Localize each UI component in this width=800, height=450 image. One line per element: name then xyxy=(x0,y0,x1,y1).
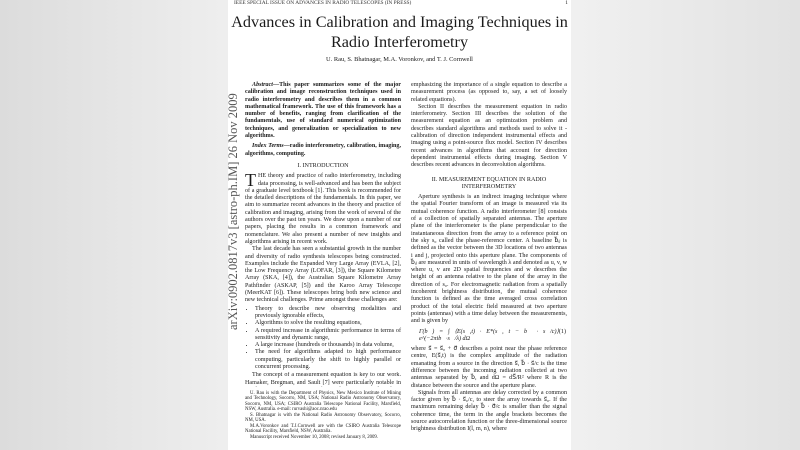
intro-p1-text: HE theory and practice of radio interferometry, including data processing, is well-advanced and has been the subject of a graduate level textbook [1]. This book is recommended for the detailed descriptions of the fundamentals. In this paper, we aim to summarize recent advances in the theory and practice of calibration and imaging, arising from the work of several of the authors over the past ten years. We draw upon a number of our papers, placing the results in a common framework and nomenclature. We also present a number of new insights and algorithms arising in recent work. xyxy=(245,173,401,245)
equation-number: (1) xyxy=(558,328,566,335)
footnote: S. Bhatnagar is with the National Radio Astronomy Observatory, Socorro, NM, USA. xyxy=(245,412,401,424)
equation-body: Γ(b⃗) = ∫ ⟨E(s⃗,t) · E*(s⃗, t − b⃗ · s⃗/c)⟩ e^(−2πib⃗·s⃗/λ) dΩ xyxy=(419,328,559,342)
section-heading-measurement-equation: II. MEASUREMENT EQUATION IN RADIO INTERFEROMETRY xyxy=(431,176,547,190)
me-paragraph-1: Aperture synthesis is an indirect imaging technique where the spatial Fourier transform of an image is measured via its mutual coherence function. A radio interferometer [8] consists of a collection of spatially separated antennas. The aperture plane of the interferometer is the plane perpendicular to the instantaneous direction from the array to a reference point on the sky s₀ called the phase-reference center. A baseline b⃗ᵢⱼ is defined as the vector between the 3D locations of two antennas i and j, projected onto this aperture plane. The components of b⃗ᵢⱼ are measured in units of wavelength λ and denoted as u, v, w where u, v are 2D spatial frequencies and w describes the height of an antenna relative to the plane of the array in the direction of s₀. For electromagnetic radiation from a spatially incoherent brightness distribution, the mutual coherence function is defined as the time averaged cross correlation product of the total electric field measured at two aperture points (antennas) with a time delay between the measurements, and is given by xyxy=(411,194,567,325)
intro-paragraph-3: The concept of a measurement equation is key to our work. Hamaker, Bregman, and Sault [7] were particularly notable in xyxy=(245,372,401,386)
footnotes xyxy=(245,391,401,441)
paper-authors: U. Rau, S. Bhatnagar, M.A. Voronkov, and T. J. Cornwell xyxy=(326,56,473,63)
list-item: • A required increase in algorithmic performance in terms of sensitivity and dynamic range, xyxy=(255,328,401,343)
footnote: U. Rau is with the Department of Physics, New Mexico Institute of Mining and Technology, Socorro, NM, USA; National Radio Astronomy Observatory, Socorro, NM, USA; CSIRO Australia Telescope National Facility, Marsfield, NSW, Australia. e-mail: rurvashi@aoc.nrao.edu xyxy=(245,390,401,413)
intro-paragraph-1 xyxy=(245,170,401,246)
paper-title: Advances in Calibration and Imaging Techniques in Radio Interferometry xyxy=(231,13,568,51)
me-paragraph-3: Signals from all antennas are delay corrected by a common factor given by b⃗ · s⃗₀/c, to steer the array towards s⃗₀. If the maximum remaining delay b⃗ · σ⃗/c is smaller than the signal coherence time, the term in the angle brackets becomes the source autocorrelation function or the three-dimensional source brightness distribution I(l, m, n), where xyxy=(411,389,567,433)
list-item: • Theory to describe new observing modalities and previously ignorable effects, xyxy=(255,306,401,321)
me-paragraph-2: where s⃗ = s⃗₀ + σ⃗ describes a point near the phase reference centre, E(s⃗,t) is the complex amplitude of the radiation emanating from a source in the direction s⃗, b⃗ · s⃗/c is the time difference between the incoming radiation collected at two antennas separated by b⃗, and dΩ = dS⃗/R² where R is the distance between the source and the aperture plane. xyxy=(411,346,567,389)
arxiv-stamp[interactable]: arXiv:0902.0817v3 [astro-ph.IM] 26 Nov 2009 xyxy=(226,93,240,330)
list-item: • The need for algorithms adapted to high performance computing, particularly the shift to highly parallel or concurrent processing. xyxy=(255,349,401,371)
index-terms-label: Index Terms xyxy=(252,143,284,150)
index-terms xyxy=(245,143,401,158)
left-column xyxy=(245,82,401,440)
intro-paragraph-3-continued: emphasizing the importance of a single equation to describe a measurement process (as opposed to, say, a set of loosely related equations). xyxy=(411,82,567,103)
running-head: IEEE SPECIAL ISSUE ON ADVANCES IN RADIO TELESCOPES (IN PRESS) xyxy=(234,0,412,6)
paper-page xyxy=(228,0,571,450)
equation-1 xyxy=(419,329,567,344)
abstract-text: —This paper summarizes some of the major calibration and image reconstruction techniques used in radio interferometry and describes them in a common mathematical framework. The use of this framework has a number of benefits, ranging from clarification of the fundamentals, use of standard numerical optimization techniques, and generalization or specialization to new algorithms. xyxy=(245,82,401,140)
list-item: • A large increase (hundreds or thousands) in data volume, xyxy=(255,342,401,349)
right-column xyxy=(411,82,567,434)
footnote: M.A.Voronkov and T.J.Cornwell are with the CSIRO Australia Telescope National Facility, Marsfield, NSW, Australia. xyxy=(245,423,401,435)
intro-paragraph-4: Section II describes the measurement equation in radio interferometry. Section III describes the solution of the measurement equation as an optimization problem and describes standard algorithms and methods used to solve it - calibration of direction independent instrumental effects and imaging using a point-source flux model. Section IV describes recent advances in algorithms that account for direction dependent instrumental effects during imaging. Section V describes recent advances in deconvolution algorithms. xyxy=(411,103,567,169)
abstract xyxy=(245,82,401,140)
section-heading-introduction: I. INTRODUCTION xyxy=(297,162,349,169)
drop-cap: T xyxy=(245,170,256,191)
challenges-list xyxy=(245,306,401,372)
index-terms-text: —radio interferometry, calibration, imaging, algorithms, computing. xyxy=(245,143,401,157)
list-item: • Algorithms to solve the resulting equations, xyxy=(255,320,401,327)
footnote: Manuscript received November 10, 2008; revised January 8, 2009. xyxy=(250,434,379,440)
intro-paragraph-2: The last decade has seen a substantial growth in the number and diversity of radio synthesis telescopes being constructed. Examples include the Expanded Very Large Array (EVLA, [2], the Low Frequency Array (LOFAR, [3]), the Square Kilometre Array (SKA, [4]), the Australian Square Kilometre Array Pathfinder (ASKAP, [5]) and the Karoo Array Telescope (MeerKAT [6]). These telescopes bring both new science and new technical challenges. Prime amongst these challenges are: xyxy=(245,246,401,304)
page-number: 1 xyxy=(565,0,568,6)
abstract-label: Abstract xyxy=(252,82,273,88)
